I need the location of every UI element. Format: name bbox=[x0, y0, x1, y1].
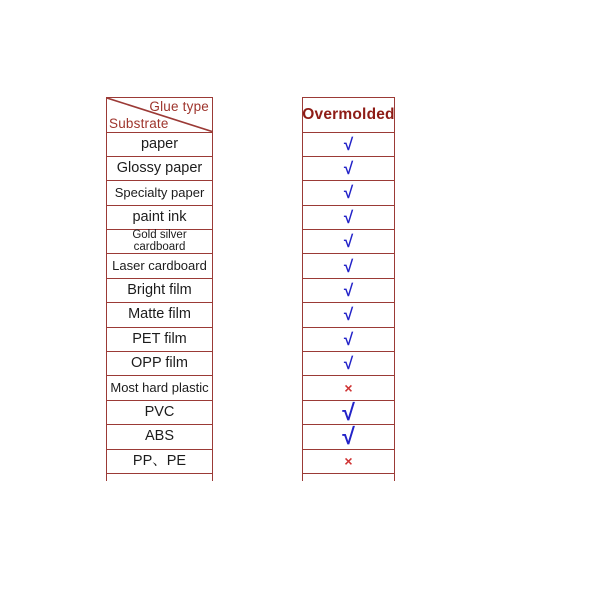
substrate-row-label: Laser cardboard bbox=[112, 258, 207, 274]
check-icon: √ bbox=[343, 329, 354, 349]
check-icon: √ bbox=[343, 207, 354, 227]
check-icon: √ bbox=[342, 398, 355, 425]
substrate-row bbox=[107, 206, 212, 230]
check-icon: √ bbox=[343, 354, 354, 374]
substrate-row bbox=[107, 376, 212, 400]
check-icon: √ bbox=[343, 305, 354, 325]
substrate-row-label: PP、PE bbox=[132, 452, 187, 469]
substrate-row-label: ABS bbox=[144, 428, 174, 445]
check-icon: √ bbox=[343, 281, 354, 301]
cross-icon: × bbox=[344, 453, 353, 470]
check-icon: √ bbox=[343, 183, 354, 203]
overmolded-row bbox=[303, 398, 394, 425]
overmolded-row bbox=[303, 230, 394, 254]
substrate-row-label: Bright film bbox=[127, 281, 192, 298]
overmolded-row bbox=[303, 279, 394, 303]
check-icon: √ bbox=[343, 256, 354, 276]
substrate-row bbox=[107, 254, 212, 278]
overmolded-row bbox=[303, 157, 394, 181]
substrate-row-label: Gold silver cardboard bbox=[132, 229, 187, 253]
overmolded-row bbox=[303, 206, 394, 230]
check-icon: √ bbox=[342, 423, 355, 450]
substrate-row-label: paper bbox=[140, 135, 179, 152]
check-icon: √ bbox=[343, 232, 354, 252]
check-icon: √ bbox=[343, 159, 354, 179]
overmolded-header-label: Overmolded bbox=[302, 105, 395, 123]
substrate-row-label: Matte film bbox=[128, 306, 191, 323]
overmolded-header-cell bbox=[303, 98, 394, 133]
substrate-row bbox=[107, 450, 212, 474]
substrate-row bbox=[107, 230, 212, 254]
overmolded-row bbox=[303, 181, 394, 205]
substrate-row-label: Most hard plastic bbox=[110, 380, 209, 396]
substrate-row-label: OPP film bbox=[131, 355, 188, 372]
substrate-row-label: PET film bbox=[132, 330, 187, 347]
overmolded-row bbox=[303, 328, 394, 352]
substrate-row bbox=[107, 157, 212, 181]
substrate-row bbox=[107, 425, 212, 449]
check-icon: √ bbox=[343, 134, 354, 154]
substrate-row bbox=[107, 279, 212, 303]
substrate-label: Substrate bbox=[109, 115, 169, 131]
overmolded-row bbox=[303, 352, 394, 376]
substrate-row-label: PVC bbox=[144, 403, 175, 420]
overmolded-row bbox=[303, 133, 394, 157]
overmolded-row bbox=[303, 376, 394, 400]
cross-icon: × bbox=[344, 380, 353, 397]
substrate-row bbox=[107, 303, 212, 327]
overmolded-row bbox=[303, 254, 394, 278]
substrate-row-label: Specialty paper bbox=[114, 185, 205, 201]
substrate-row-label: paint ink bbox=[132, 208, 187, 225]
substrate-row bbox=[107, 328, 212, 352]
substrate-row bbox=[107, 181, 212, 205]
substrate-header-cell bbox=[107, 98, 212, 133]
substrate-row-label: Glossy paper bbox=[116, 159, 203, 176]
glue-type-label: Glue type bbox=[149, 99, 209, 114]
substrate-row bbox=[107, 352, 212, 376]
substrate-table bbox=[106, 97, 213, 481]
overmolded-row bbox=[303, 450, 394, 474]
overmolded-row bbox=[303, 425, 394, 449]
overmolded-table bbox=[302, 97, 395, 481]
substrate-row bbox=[107, 401, 212, 425]
substrate-row bbox=[107, 133, 212, 157]
overmolded-row bbox=[303, 303, 394, 327]
